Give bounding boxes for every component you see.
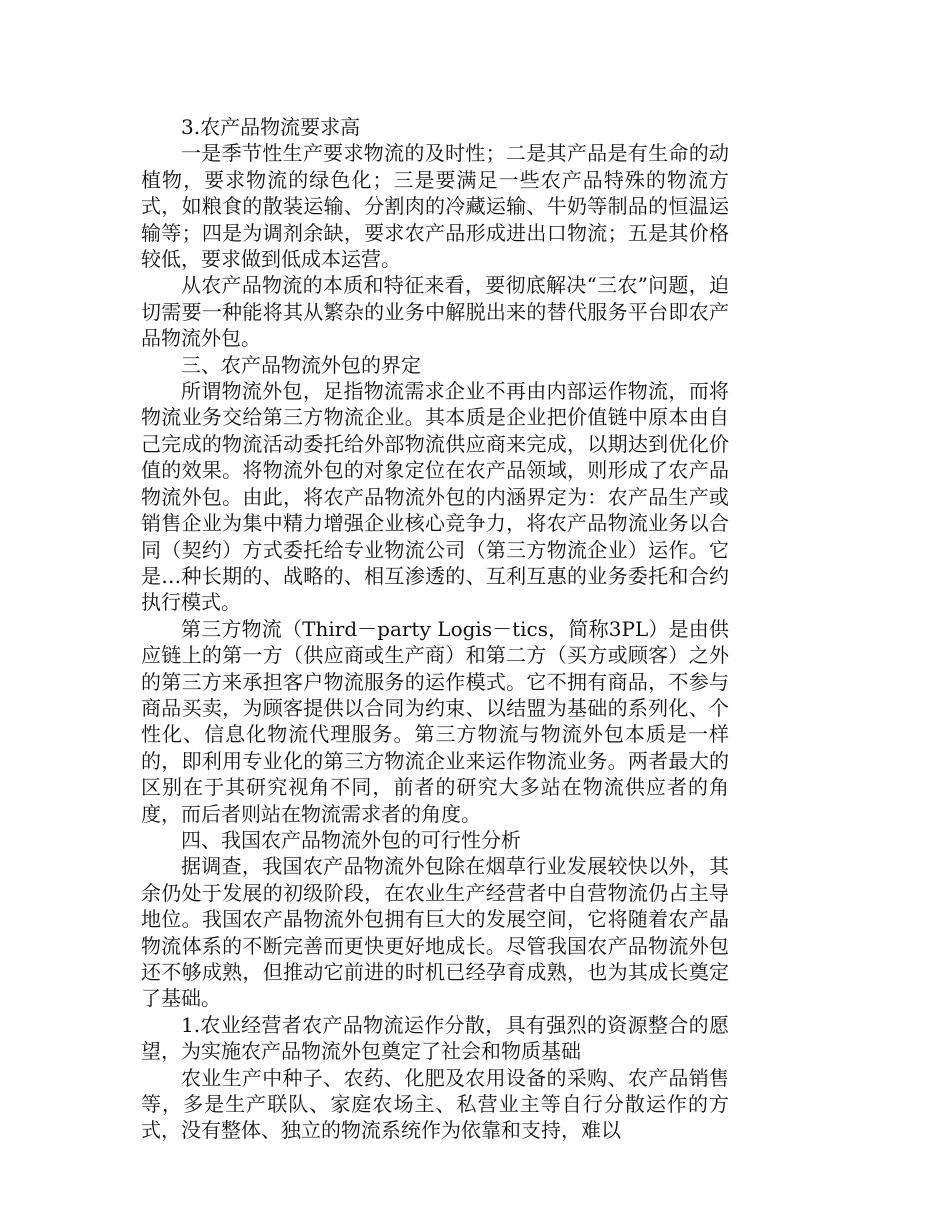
paragraph-survey-findings: 据调查，我国农产品物流外包除在烟草行业发展较快以外，其余仍处于发展的初级阶段，在农业生产经营者中自营物流仍占主导地位。我国农产晶物流外包拥有巨大的发展空间，它将随着农产晶物流体系的不断完善而更快更好地成长。尽管我国农产品物流外包还不够成熟，但推动它前进的时机已经孕育成熟，也为其成长奠定了基础。 xyxy=(141,854,729,1011)
paragraph-outsourcing-definition: 所谓物流外包，足指物流需求企业不再由内部运作物流，而将物流业务交给第三方物流企业。其本质是企业把价值链中原本由自己完成的物流活动委托给外部物流供应商来完成，以期达到优化价值的效果。将物流外包的对象定位在农产品领域，则形成了农产品物流外包。由此，将农产品物流外包的内涵界定为：农产品生产或销售企业为集中精力增强企业核心竞争力，将农产品物流业务以合同（契约）方式委托给专业物流公司（第三方物流企业）运作。它是…种长期的、战略的、相互渗透的、互利互惠的业务委托和合约执行模式。 xyxy=(141,379,729,615)
paragraph-subheading-resource-integration: 1.农业经营者农产品物流运作分散，具有强烈的资源整合的愿望，为实施农产品物流外包奠定了社会和物质基础 xyxy=(141,1012,729,1064)
paragraph-agricultural-production: 农业生产中种子、农药、化肥及农用设备的采购、农产品销售等，多是生产联队、家庭农场主、私营业主等自行分散运作的方式，没有整体、独立的物流系统作为依靠和支持，难以 xyxy=(141,1065,729,1143)
section-heading-outsourcing-definition: 三、农产品物流外包的界定 xyxy=(181,352,421,377)
section-heading-logistics-requirements: 3.农产品物流要求高 xyxy=(181,115,361,139)
paragraph-logistics-characteristics: 一是季节性生产要求物流的及时性；二是其产品是有生命的动植物，要求物流的绿色化；三是要满足一些农产品特殊的物流方式，如粮食的散装运输、分割肉的冷藏运输、牛奶等制品的恒温运输等；四是为调剂余缺，要求农产品形成进出口物流；五是其价格较低，要求做到低成本运营。 xyxy=(141,141,729,272)
section-heading-feasibility-analysis: 四、我国农产品物流外包的可行性分析 xyxy=(181,827,521,852)
document-page xyxy=(141,114,729,1144)
paragraph-three-rural-issues: 从农产品物流的本质和特征来看，要彻底解决“三农”问题，迫切需要一种能将其从繁杂的业务中解脱出来的替代服务平台即农产品物流外包。 xyxy=(141,273,729,351)
paragraph-third-party-logistics: 第三方物流（Third－party Logis－tics，简称3PL）是由供应链上的第一方（供应商或生产商）和第二方（买方或顾客）之外的第三方来承担客户物流服务的运作模式。它不拥有商品，不参与商品买卖，为顾客提供以合同为约束、以结盟为基础的系列化、个性化、信息化物流代理服务。第三方物流与物流外包本质是一样的，即利用专业化的第三方物流企业来运作物流业务。两者最大的区别在于其研究视角不同，前者的研究大多站在物流供应者的角度，而后者则站在物流需求者的角度。 xyxy=(141,616,729,826)
